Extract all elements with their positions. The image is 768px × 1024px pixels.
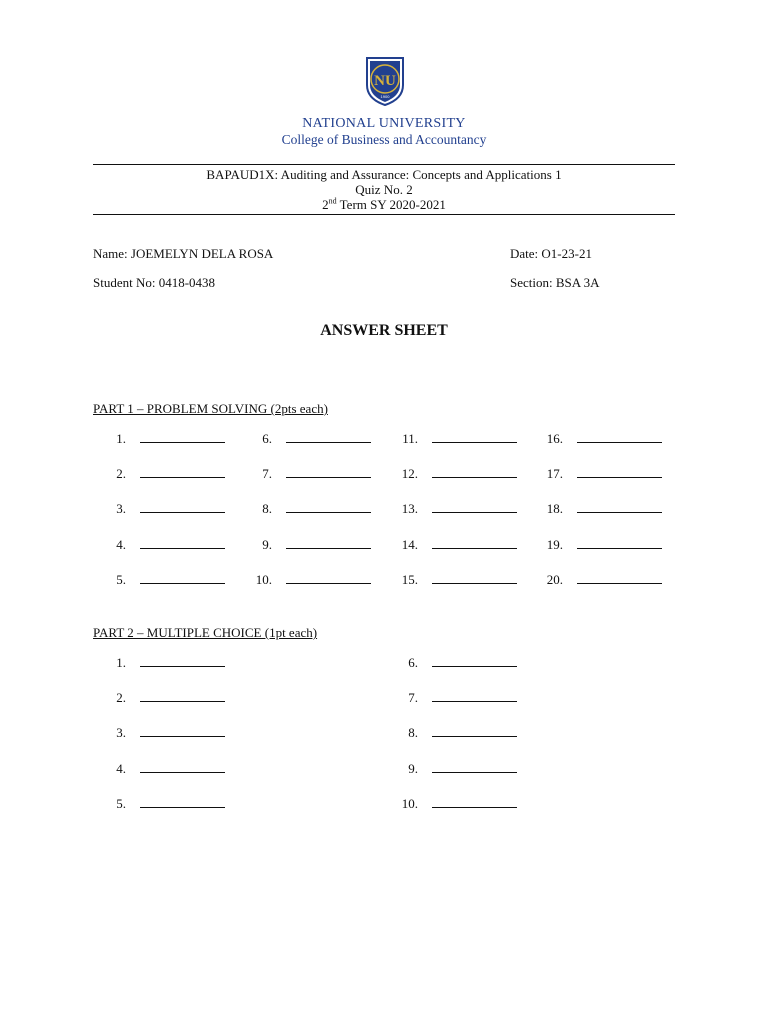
header-rule-bottom (93, 214, 675, 215)
answer-item (103, 760, 225, 777)
item-number: 4. (116, 761, 126, 776)
answer-item (395, 465, 517, 482)
answer-item (395, 795, 517, 812)
answer-blank[interactable] (140, 689, 225, 702)
answer-item (395, 430, 517, 447)
item-number: 10. (401, 796, 418, 811)
answer-blank[interactable] (286, 536, 371, 549)
logo-letters: NU (374, 73, 396, 89)
answer-blank[interactable] (432, 536, 517, 549)
item-number: 18. (546, 501, 563, 516)
answer-item (249, 536, 371, 553)
answer-item (395, 571, 517, 588)
quiz-date: Date: O1-23-21 (510, 246, 592, 261)
answer-item (103, 689, 225, 706)
item-number: 3. (116, 501, 126, 516)
answer-item (395, 689, 517, 706)
answer-item (395, 760, 517, 777)
answer-blank[interactable] (140, 536, 225, 549)
item-number: 11. (402, 431, 418, 446)
answer-blank[interactable] (286, 430, 371, 443)
answer-item (395, 500, 517, 517)
logo-year: 1900 (380, 94, 390, 99)
answer-blank[interactable] (140, 571, 225, 584)
answer-item (103, 536, 225, 553)
answer-item (103, 654, 225, 671)
answer-blank[interactable] (432, 500, 517, 513)
item-number: 9. (408, 761, 418, 776)
item-number: 1. (116, 431, 126, 446)
item-number: 12. (401, 466, 418, 481)
college-name: College of Business and Accountancy (281, 132, 487, 147)
answer-item (395, 654, 517, 671)
answer-item (540, 536, 662, 553)
university-logo (357, 55, 413, 107)
item-number: 6. (262, 431, 272, 446)
answer-item (103, 430, 225, 447)
quiz-number: Quiz No. 2 (355, 182, 413, 197)
header-rule-top (93, 164, 675, 165)
answer-item (540, 571, 662, 588)
answer-item (249, 571, 371, 588)
item-number: 7. (262, 466, 272, 481)
item-number: 8. (262, 501, 272, 516)
answer-blank[interactable] (577, 571, 662, 584)
answer-blank[interactable] (432, 465, 517, 478)
answer-item (103, 795, 225, 812)
answer-blank[interactable] (577, 430, 662, 443)
item-number: 16. (546, 431, 563, 446)
answer-blank[interactable] (140, 465, 225, 478)
answer-blank[interactable] (140, 795, 225, 808)
part2-heading: PART 2 – MULTIPLE CHOICE (1pt each) (93, 625, 318, 640)
item-number: 2. (116, 466, 126, 481)
student-section: Section: BSA 3A (510, 275, 600, 290)
item-number: 2. (116, 690, 126, 705)
student-name: Name: JOEMELYN DELA ROSA (93, 246, 274, 261)
term-line: 2nd Term SY 2020-2021 (322, 196, 446, 212)
answer-item (103, 500, 225, 517)
item-number: 20. (546, 572, 563, 587)
answer-blank[interactable] (140, 760, 225, 773)
answer-blank[interactable] (432, 689, 517, 702)
item-number: 15. (401, 572, 418, 587)
answer-item (249, 430, 371, 447)
page-title: ANSWER SHEET (320, 322, 448, 339)
answer-item (395, 536, 517, 553)
university-name: NATIONAL UNIVERSITY (302, 116, 466, 131)
answer-blank[interactable] (577, 536, 662, 549)
item-number: 13. (401, 501, 418, 516)
answer-blank[interactable] (140, 724, 225, 737)
item-number: 8. (408, 725, 418, 740)
item-number: 17. (546, 466, 563, 481)
answer-blank[interactable] (432, 430, 517, 443)
answer-item (540, 465, 662, 482)
item-number: 6. (408, 655, 418, 670)
answer-item (540, 430, 662, 447)
item-number: 5. (116, 796, 126, 811)
item-number: 4. (116, 537, 126, 552)
answer-blank[interactable] (577, 500, 662, 513)
answer-blank[interactable] (432, 795, 517, 808)
item-number: 14. (401, 537, 418, 552)
answer-blank[interactable] (432, 654, 517, 667)
item-number: 19. (546, 537, 563, 552)
item-number: 5. (116, 572, 126, 587)
student-number: Student No: 0418-0438 (93, 275, 216, 290)
answer-blank[interactable] (286, 500, 371, 513)
item-number: 3. (116, 725, 126, 740)
answer-item (249, 500, 371, 517)
answer-item (103, 571, 225, 588)
item-number: 9. (262, 537, 272, 552)
answer-blank[interactable] (286, 571, 371, 584)
answer-item (103, 724, 225, 741)
answer-item (540, 500, 662, 517)
answer-blank[interactable] (140, 654, 225, 667)
answer-blank[interactable] (140, 500, 225, 513)
answer-blank[interactable] (140, 430, 225, 443)
answer-blank[interactable] (577, 465, 662, 478)
course-title: BAPAUD1X: Auditing and Assurance: Concepts and Applications 1 (206, 167, 562, 182)
item-number: 1. (116, 655, 126, 670)
answer-item (249, 465, 371, 482)
answer-blank[interactable] (286, 465, 371, 478)
answer-blank[interactable] (432, 724, 517, 737)
answer-item (103, 465, 225, 482)
item-number: 10. (255, 572, 272, 587)
answer-blank[interactable] (432, 760, 517, 773)
answer-blank[interactable] (432, 571, 517, 584)
part1-heading: PART 1 – PROBLEM SOLVING (2pts each) (93, 401, 328, 416)
answer-item (395, 724, 517, 741)
item-number: 7. (408, 690, 418, 705)
